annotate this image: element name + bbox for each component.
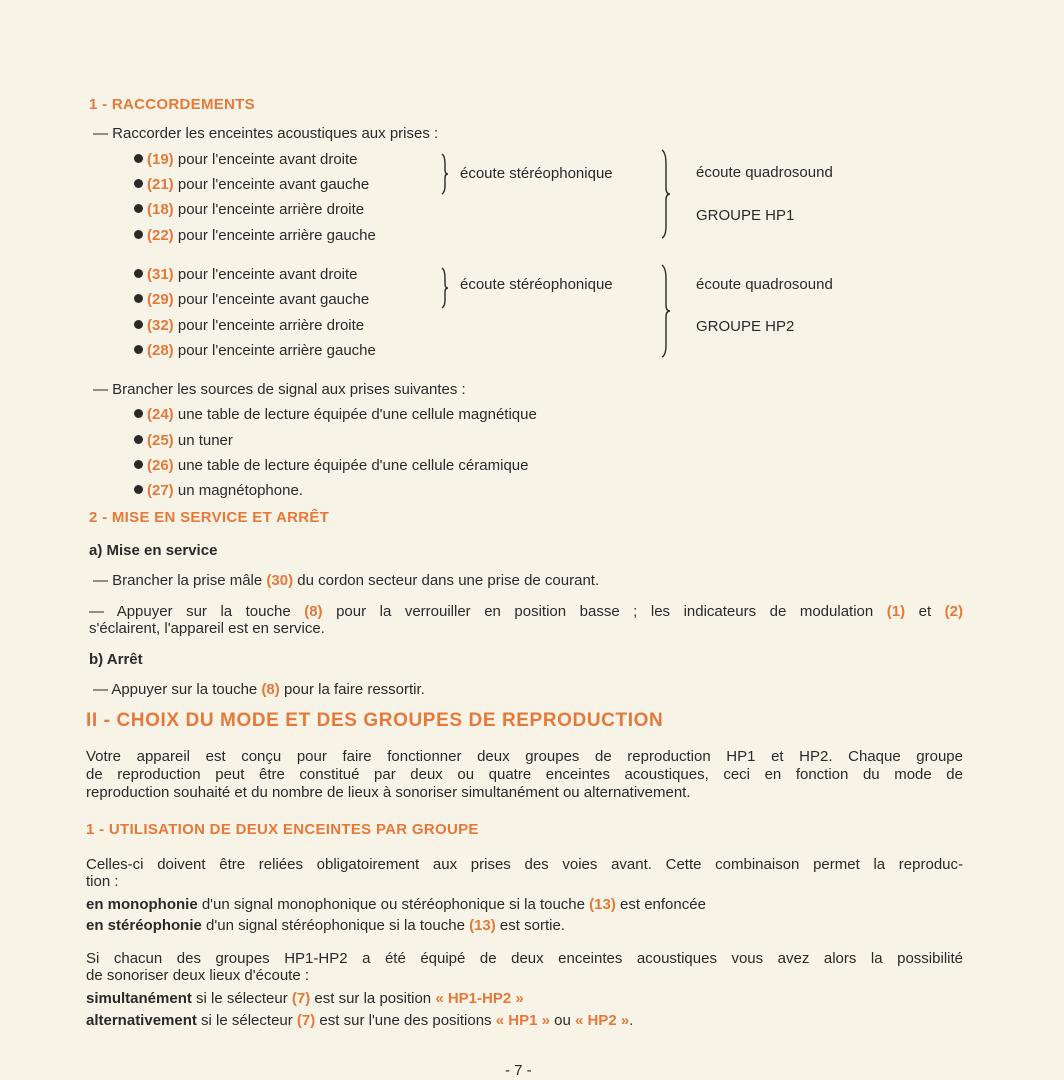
sources-intro: — Brancher les sources de signal aux prises suivantes : — [93, 381, 466, 398]
paragraph-1-line-2: de reproduction peut être constitué par deux ou quatre enceintes acoustiques, ceci en fonction du mode de — [86, 766, 963, 783]
bullet-icon — [134, 269, 143, 278]
group-hp1-label: GROUPE HP1 — [696, 207, 795, 224]
bullet-icon — [134, 409, 143, 418]
list-item: (27) un magnétophone. — [134, 482, 303, 499]
list-item: (25) un tuner — [134, 432, 233, 449]
list-item: (29) pour l'enceinte avant gauche — [134, 291, 369, 308]
bullet-icon — [134, 435, 143, 444]
paragraph-2-line-2: tion : — [86, 873, 119, 890]
paragraph-2-line-1: Celles-ci doivent être reliées obligatoirement aux prises des voies avant. Cette combinaison permet la reproduc- — [86, 856, 963, 873]
subsection-b-title: b) Arrêt — [89, 651, 143, 668]
bullet-icon — [134, 154, 143, 163]
power-line-3: s'éclairent, l'appareil est en service. — [89, 620, 325, 637]
brace-stereo-hp2 — [440, 268, 450, 308]
power-line-1: — Brancher la prise mâle (30) du cordon secteur dans une prise de courant. — [93, 572, 600, 589]
paragraph-3-line-2: de sonoriser deux lieux d'écoute : — [86, 967, 310, 984]
list-item: (28) pour l'enceinte arrière gauche — [134, 342, 376, 359]
list-item: (21) pour l'enceinte avant gauche — [134, 176, 369, 193]
stereo-label-hp1: écoute stéréophonique — [460, 165, 613, 182]
list-item: (24) une table de lecture équipée d'une cellule magnétique — [134, 406, 537, 423]
stereo-label-hp2: écoute stéréophonique — [460, 276, 613, 293]
bullet-icon — [134, 485, 143, 494]
quadro-label-hp2: écoute quadrosound — [696, 276, 833, 293]
off-line: — Appuyer sur la touche (8) pour la faire ressortir. — [93, 681, 425, 698]
section-II-title: II - CHOIX DU MODE ET DES GROUPES DE REPRODUCTION — [86, 710, 664, 731]
list-item: (19) pour l'enceinte avant droite — [134, 151, 358, 168]
bullet-icon — [134, 294, 143, 303]
bullet-icon — [134, 230, 143, 239]
bullet-icon — [134, 345, 143, 354]
brace-quadro-hp2 — [660, 265, 672, 357]
list-item: (31) pour l'enceinte avant droite — [134, 266, 358, 283]
paragraph-1-line-3: reproduction souhaité et du nombre de lieux à sonoriser simultanément ou alternativement. — [86, 784, 691, 801]
brace-quadro-hp1 — [660, 150, 672, 238]
list-item: (32) pour l'enceinte arrière droite — [134, 317, 364, 334]
subsection-two-speakers-title: 1 - UTILISATION DE DEUX ENCEINTES PAR GROUPE — [86, 821, 479, 838]
brace-stereo-hp1 — [440, 154, 450, 194]
quadro-label-hp1: écoute quadrosound — [696, 164, 833, 181]
section-1-title: 1 - RACCORDEMENTS — [89, 96, 255, 113]
section-2-title: 2 - MISE EN SERVICE ET ARRÊT — [89, 509, 330, 526]
list-item: (26) une table de lecture équipée d'une cellule céramique — [134, 457, 528, 474]
bullet-icon — [134, 204, 143, 213]
group-hp2-label: GROUPE HP2 — [696, 318, 795, 335]
connect-speakers-intro: — Raccorder les enceintes acoustiques aux prises : — [93, 125, 439, 142]
simultaneous-line: simultanément si le sélecteur (7) est sur la position « HP1-HP2 » — [86, 990, 524, 1007]
bullet-icon — [134, 179, 143, 188]
page-number: - 7 - — [505, 1062, 532, 1079]
paragraph-3-line-1: Si chacun des groupes HP1-HP2 a été équipé de deux enceintes acoustiques vous avez alors la possibilité — [86, 950, 963, 967]
paragraph-1-line-1: Votre appareil est conçu pour faire fonctionner deux groupes de reproduction HP1 et HP2. Chaque groupe — [86, 748, 963, 765]
subsection-a-title: a) Mise en service — [89, 542, 218, 559]
bullet-icon — [134, 320, 143, 329]
alternating-line: alternativement si le sélecteur (7) est sur l'une des positions « HP1 » ou « HP2 ». — [86, 1012, 634, 1029]
list-item: (18) pour l'enceinte arrière droite — [134, 201, 364, 218]
bullet-icon — [134, 460, 143, 469]
list-item: (22) pour l'enceinte arrière gauche — [134, 227, 376, 244]
stereo-line: en stéréophonie d'un signal stéréophonique si la touche (13) est sortie. — [86, 917, 565, 934]
mono-line: en monophonie d'un signal monophonique ou stéréophonique si la touche (13) est enfoncée — [86, 896, 706, 913]
power-line-2: — Appuyer sur la touche (8) pour la verrouiller en position basse ; les indicateurs de modulation (1) et (2) — [89, 603, 963, 620]
